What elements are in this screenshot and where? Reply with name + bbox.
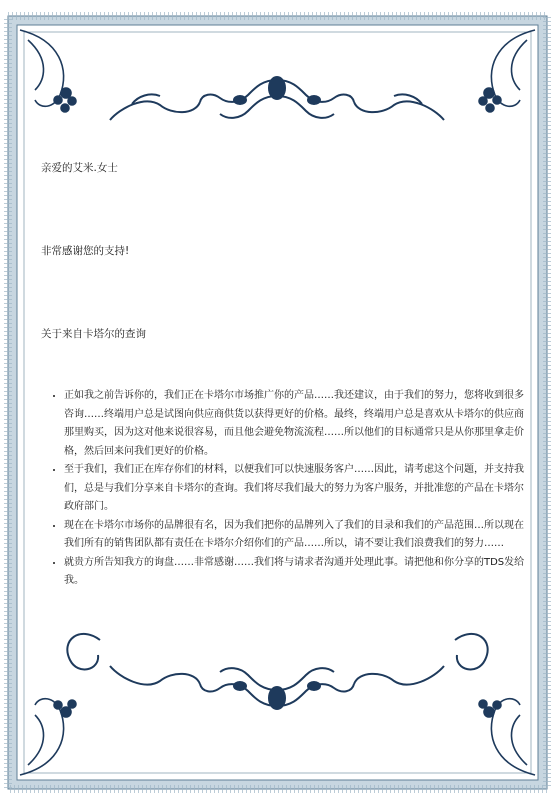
greeting-line: 亲爱的艾米.女士 (41, 162, 118, 174)
scroll-ornament-top (110, 77, 444, 120)
list-item: • 正如我之前告诉你的，我们正在卡塔尔市场推广你的产品……我还建议，由于我们的努力，您将收到很多咨询……终端用户总是试图向供应商供货以获得更好的价格。最终，终端用户总是喜欢从卡塔尔的供应商那里购买，因为这对他来说很容易，而且他会避免物流流程……所以他们的目标通常只是从你那里拿走价格，然后回来问我们更好的价格。 (64, 387, 526, 461)
letter-body-list (50, 387, 526, 591)
scroll-ornament-bottom (67, 634, 487, 709)
list-item: • 就贵方所告知我方的询盘……非常感谢……我们将与请求者沟通并处理此事。请把他和你分享的TDS发给我。 (64, 554, 526, 591)
list-item: • 至于我们，我们正在库存你们的材料，以便我们可以快速服务客户……因此，请考虑这个问题，并支持我们，总是与我们分享来自卡塔尔的查询。我们将尽我们最大的努力为客户服务，并批准您的产品在卡塔尔政府部门。 (64, 461, 526, 517)
subject-line: 关于来自卡塔尔的查询 (41, 328, 146, 340)
thanks-line: 非常感谢您的支持! (41, 245, 130, 257)
list-item: • 现在在卡塔尔市场你的品牌很有名，因为我们把你的品牌列入了我们的目录和我们的产品范围…所以现在我们所有的销售团队都有责任在卡塔尔介绍你们的产品……所以，请不要让我们浪费我们的努力…… (64, 517, 526, 554)
